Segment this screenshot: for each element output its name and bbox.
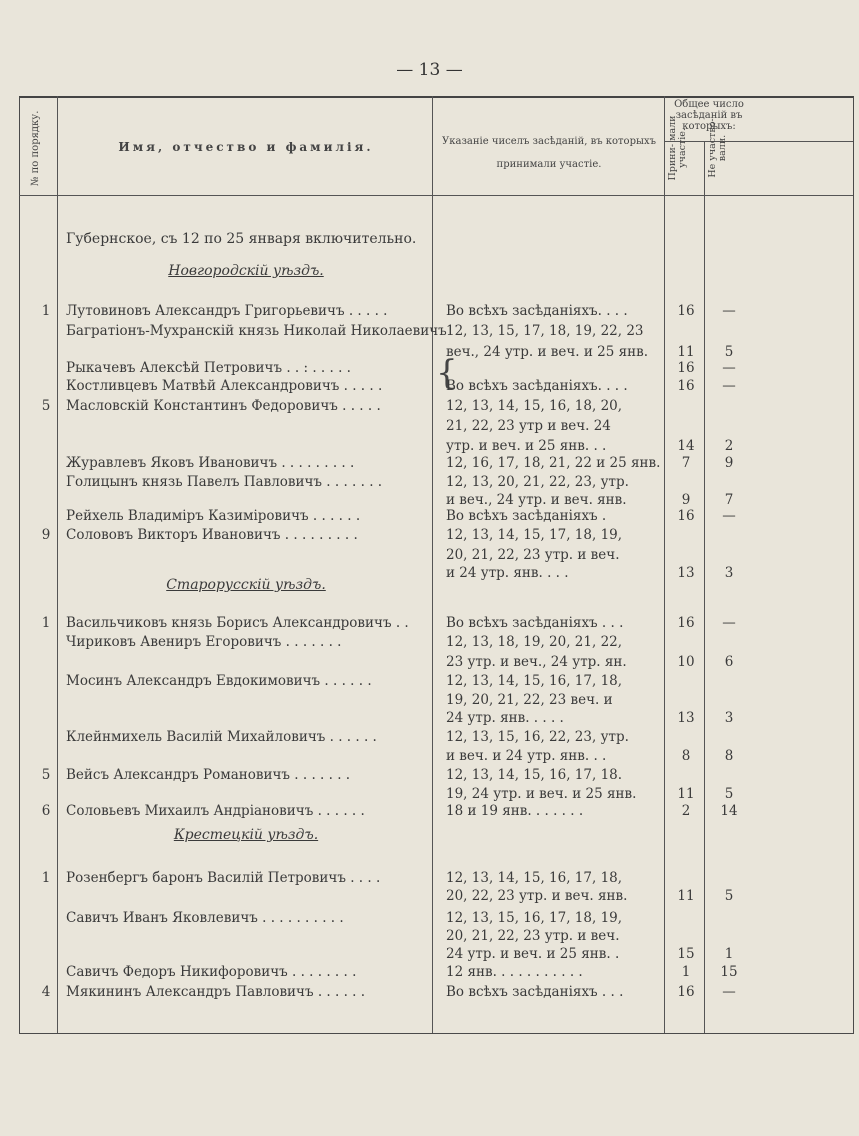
district-title: Новгородскій уѣздъ.	[168, 263, 324, 279]
count-not-took-part: —	[722, 984, 736, 1000]
session-dates: Во всѣхъ засѣданіяхъ . . .	[446, 984, 624, 1000]
row-number: 1	[41, 615, 51, 631]
member-name: Рейхель Владиміръ Казиміровичъ . . . . . .	[66, 508, 361, 524]
count-took-part: 11	[677, 786, 695, 802]
session-dates: 12, 13, 15, 16, 22, 23, утр.	[446, 729, 629, 745]
count-took-part: 16	[677, 303, 695, 319]
count-not-took-part: 8	[724, 748, 734, 764]
member-name: Голицынъ князь Павелъ Павловичъ . . . . . . .	[66, 474, 383, 490]
session-dates: Во всѣхъ засѣданіяхъ. . . .	[446, 378, 628, 394]
row-number: 9	[41, 527, 51, 543]
session-dates: и 24 утр. янв. . . .	[446, 565, 569, 581]
session-dates: 20, 21, 22, 23 утр. и веч.	[446, 928, 620, 944]
session-dates: 20, 22, 23 утр. и веч. янв.	[446, 888, 628, 904]
count-took-part: 10	[677, 654, 695, 670]
session-title: Губернское, съ 12 по 25 января включительно.	[66, 231, 417, 247]
count-not-took-part: 1	[724, 946, 734, 962]
district-title: Крестецкій уѣздъ.	[173, 827, 319, 843]
header-rule	[19, 195, 853, 196]
session-dates: 12, 13, 14, 15, 17, 18, 19,	[446, 527, 623, 543]
count-not-took-part: 5	[724, 888, 734, 904]
count-not-took-part: 5	[724, 786, 734, 802]
count-took-part: 11	[677, 888, 695, 904]
member-name: Савичъ Иванъ Яковлевичъ . . . . . . . . . .	[66, 910, 344, 926]
member-name: Мосинъ Александръ Евдокимовичъ . . . . . .	[66, 673, 372, 689]
column-divider	[704, 142, 705, 1033]
count-took-part: 1	[681, 964, 691, 980]
header-not-took-part: Не участво- вали.	[707, 118, 728, 178]
header-took-part: Прини- мали участіе.	[667, 115, 688, 181]
member-name: Журавлевъ Яковъ Ивановичъ . . . . . . . . .	[66, 455, 355, 471]
session-dates: утр. и веч. и 25 янв. . .	[446, 438, 607, 454]
member-name: Вейсъ Александръ Романовичъ . . . . . . .	[66, 767, 351, 783]
count-not-took-part: 3	[724, 565, 734, 581]
member-name: Солововъ Викторъ Ивановичъ . . . . . . . . .	[66, 527, 358, 543]
count-not-took-part: —	[722, 615, 736, 631]
column-divider	[57, 96, 58, 1033]
session-dates: 18 и 19 янв. . . . . . .	[446, 803, 584, 819]
row-number: 5	[41, 398, 51, 414]
member-name: Костливцевъ Матвѣй Александровичъ . . . . .	[66, 378, 383, 394]
header-rule	[664, 141, 853, 142]
count-not-took-part: —	[722, 303, 736, 319]
member-name: Савичъ Федоръ Никифоровичъ . . . . . . . .	[66, 964, 357, 980]
session-dates: 12, 13, 14, 15, 16, 17, 18.	[446, 767, 623, 783]
session-dates: веч., 24 утр. и веч. и 25 янв.	[446, 344, 649, 360]
count-took-part: 16	[677, 378, 695, 394]
count-not-took-part: —	[722, 360, 736, 376]
session-dates: и веч. и 24 утр. янв. . .	[446, 748, 607, 764]
session-dates: Во всѣхъ засѣданіяхъ . . .	[446, 615, 624, 631]
session-dates: Во всѣхъ засѣданіяхъ. . . .	[446, 303, 628, 319]
session-dates: 12, 13, 15, 16, 17, 18, 19,	[446, 910, 623, 926]
count-took-part: 16	[677, 615, 695, 631]
brace: {	[436, 353, 458, 393]
count-not-took-part: 5	[724, 344, 734, 360]
count-took-part: 13	[677, 710, 695, 726]
row-number: 1	[41, 303, 51, 319]
session-dates: 12, 13, 14, 15, 16, 17, 18,	[446, 870, 623, 886]
session-dates: 23 утр. и веч., 24 утр. ян.	[446, 654, 627, 670]
header-dates: Указаніе чиселъ засѣданій, въ которыхъ принимали участіе.	[442, 136, 656, 170]
count-took-part: 11	[677, 344, 695, 360]
count-not-took-part: —	[722, 508, 736, 524]
session-dates: 19, 20, 21, 22, 23 веч. и	[446, 692, 613, 708]
member-name: Клейнмихель Василій Михайловичъ . . . . . .	[66, 729, 377, 745]
header-number: № по порядку.	[30, 110, 41, 186]
count-took-part: 16	[677, 984, 695, 1000]
member-name: Масловскій Константинъ Федоровичъ . . . . .	[66, 398, 381, 414]
session-dates: 12, 16, 17, 18, 21, 22 и 25 янв.	[446, 455, 661, 471]
count-took-part: 13	[677, 565, 695, 581]
session-dates: 12, 13, 14, 15, 16, 17, 18,	[446, 673, 623, 689]
member-name: Багратіонъ-Мухранскій князь Николай Николаевичъ	[66, 323, 447, 339]
session-dates: 19, 24 утр. и веч. и 25 янв.	[446, 786, 637, 802]
district-title: Старорусскій уѣздъ.	[166, 577, 326, 593]
count-took-part: 8	[681, 748, 691, 764]
header-total: Общее число засѣданій въ которыхъ:	[674, 99, 744, 132]
session-dates: Во всѣхъ засѣданіяхъ .	[446, 508, 607, 524]
count-not-took-part: 9	[724, 455, 734, 471]
count-took-part: 9	[681, 492, 691, 508]
member-name: Рыкачевъ Алексѣй Петровичъ . . : . . . . .	[66, 360, 351, 376]
member-name: Соловьевъ Михаилъ Андріановичъ . . . . . .	[66, 803, 365, 819]
count-not-took-part: 7	[724, 492, 734, 508]
count-took-part: 7	[681, 455, 691, 471]
session-dates: 21, 22, 23 утр и веч. 24	[446, 418, 611, 434]
count-took-part: 16	[677, 360, 695, 376]
column-divider	[432, 96, 433, 1033]
member-name: Мякининъ Александръ Павловичъ . . . . . .	[66, 984, 366, 1000]
session-dates: 12, 13, 14, 15, 16, 18, 20,	[446, 398, 623, 414]
count-took-part: 16	[677, 508, 695, 524]
session-dates: и веч., 24 утр. и веч. янв.	[446, 492, 627, 508]
session-dates: 12, 13, 20, 21, 22, 23, утр.	[446, 474, 629, 490]
count-took-part: 15	[677, 946, 695, 962]
row-number: 4	[41, 984, 51, 1000]
member-name: Чириковъ Авениръ Егоровичъ . . . . . . .	[66, 634, 342, 650]
count-took-part: 14	[677, 438, 695, 454]
session-dates: 20, 21, 22, 23 утр. и веч.	[446, 547, 620, 563]
count-not-took-part: 3	[724, 710, 734, 726]
count-not-took-part: —	[722, 378, 736, 394]
count-not-took-part: 15	[720, 964, 738, 980]
session-dates: 12, 13, 15, 17, 18, 19, 22, 23	[446, 323, 644, 339]
member-name: Васильчиковъ князь Борисъ Александровичъ . .	[66, 615, 409, 631]
member-name: Лутовиновъ Александръ Григорьевичъ . . . . .	[66, 303, 388, 319]
member-name: Розенбергъ баронъ Василій Петровичъ . . . .	[66, 870, 381, 886]
row-number: 5	[41, 767, 51, 783]
session-dates: 12 янв. . . . . . . . . . .	[446, 964, 583, 980]
page-number: — 13 —	[396, 60, 463, 80]
row-number: 1	[41, 870, 51, 886]
count-took-part: 2	[681, 803, 691, 819]
row-number: 6	[41, 803, 51, 819]
header-name: Имя, отчество и фамилія.	[118, 140, 374, 154]
column-divider	[664, 96, 665, 1033]
session-dates: 12, 13, 18, 19, 20, 21, 22,	[446, 634, 623, 650]
count-not-took-part: 14	[720, 803, 738, 819]
session-dates: 24 утр. янв. . . . .	[446, 710, 564, 726]
count-not-took-part: 6	[724, 654, 734, 670]
session-dates: 24 утр. и веч. и 25 янв. .	[446, 946, 620, 962]
count-not-took-part: 2	[724, 438, 734, 454]
